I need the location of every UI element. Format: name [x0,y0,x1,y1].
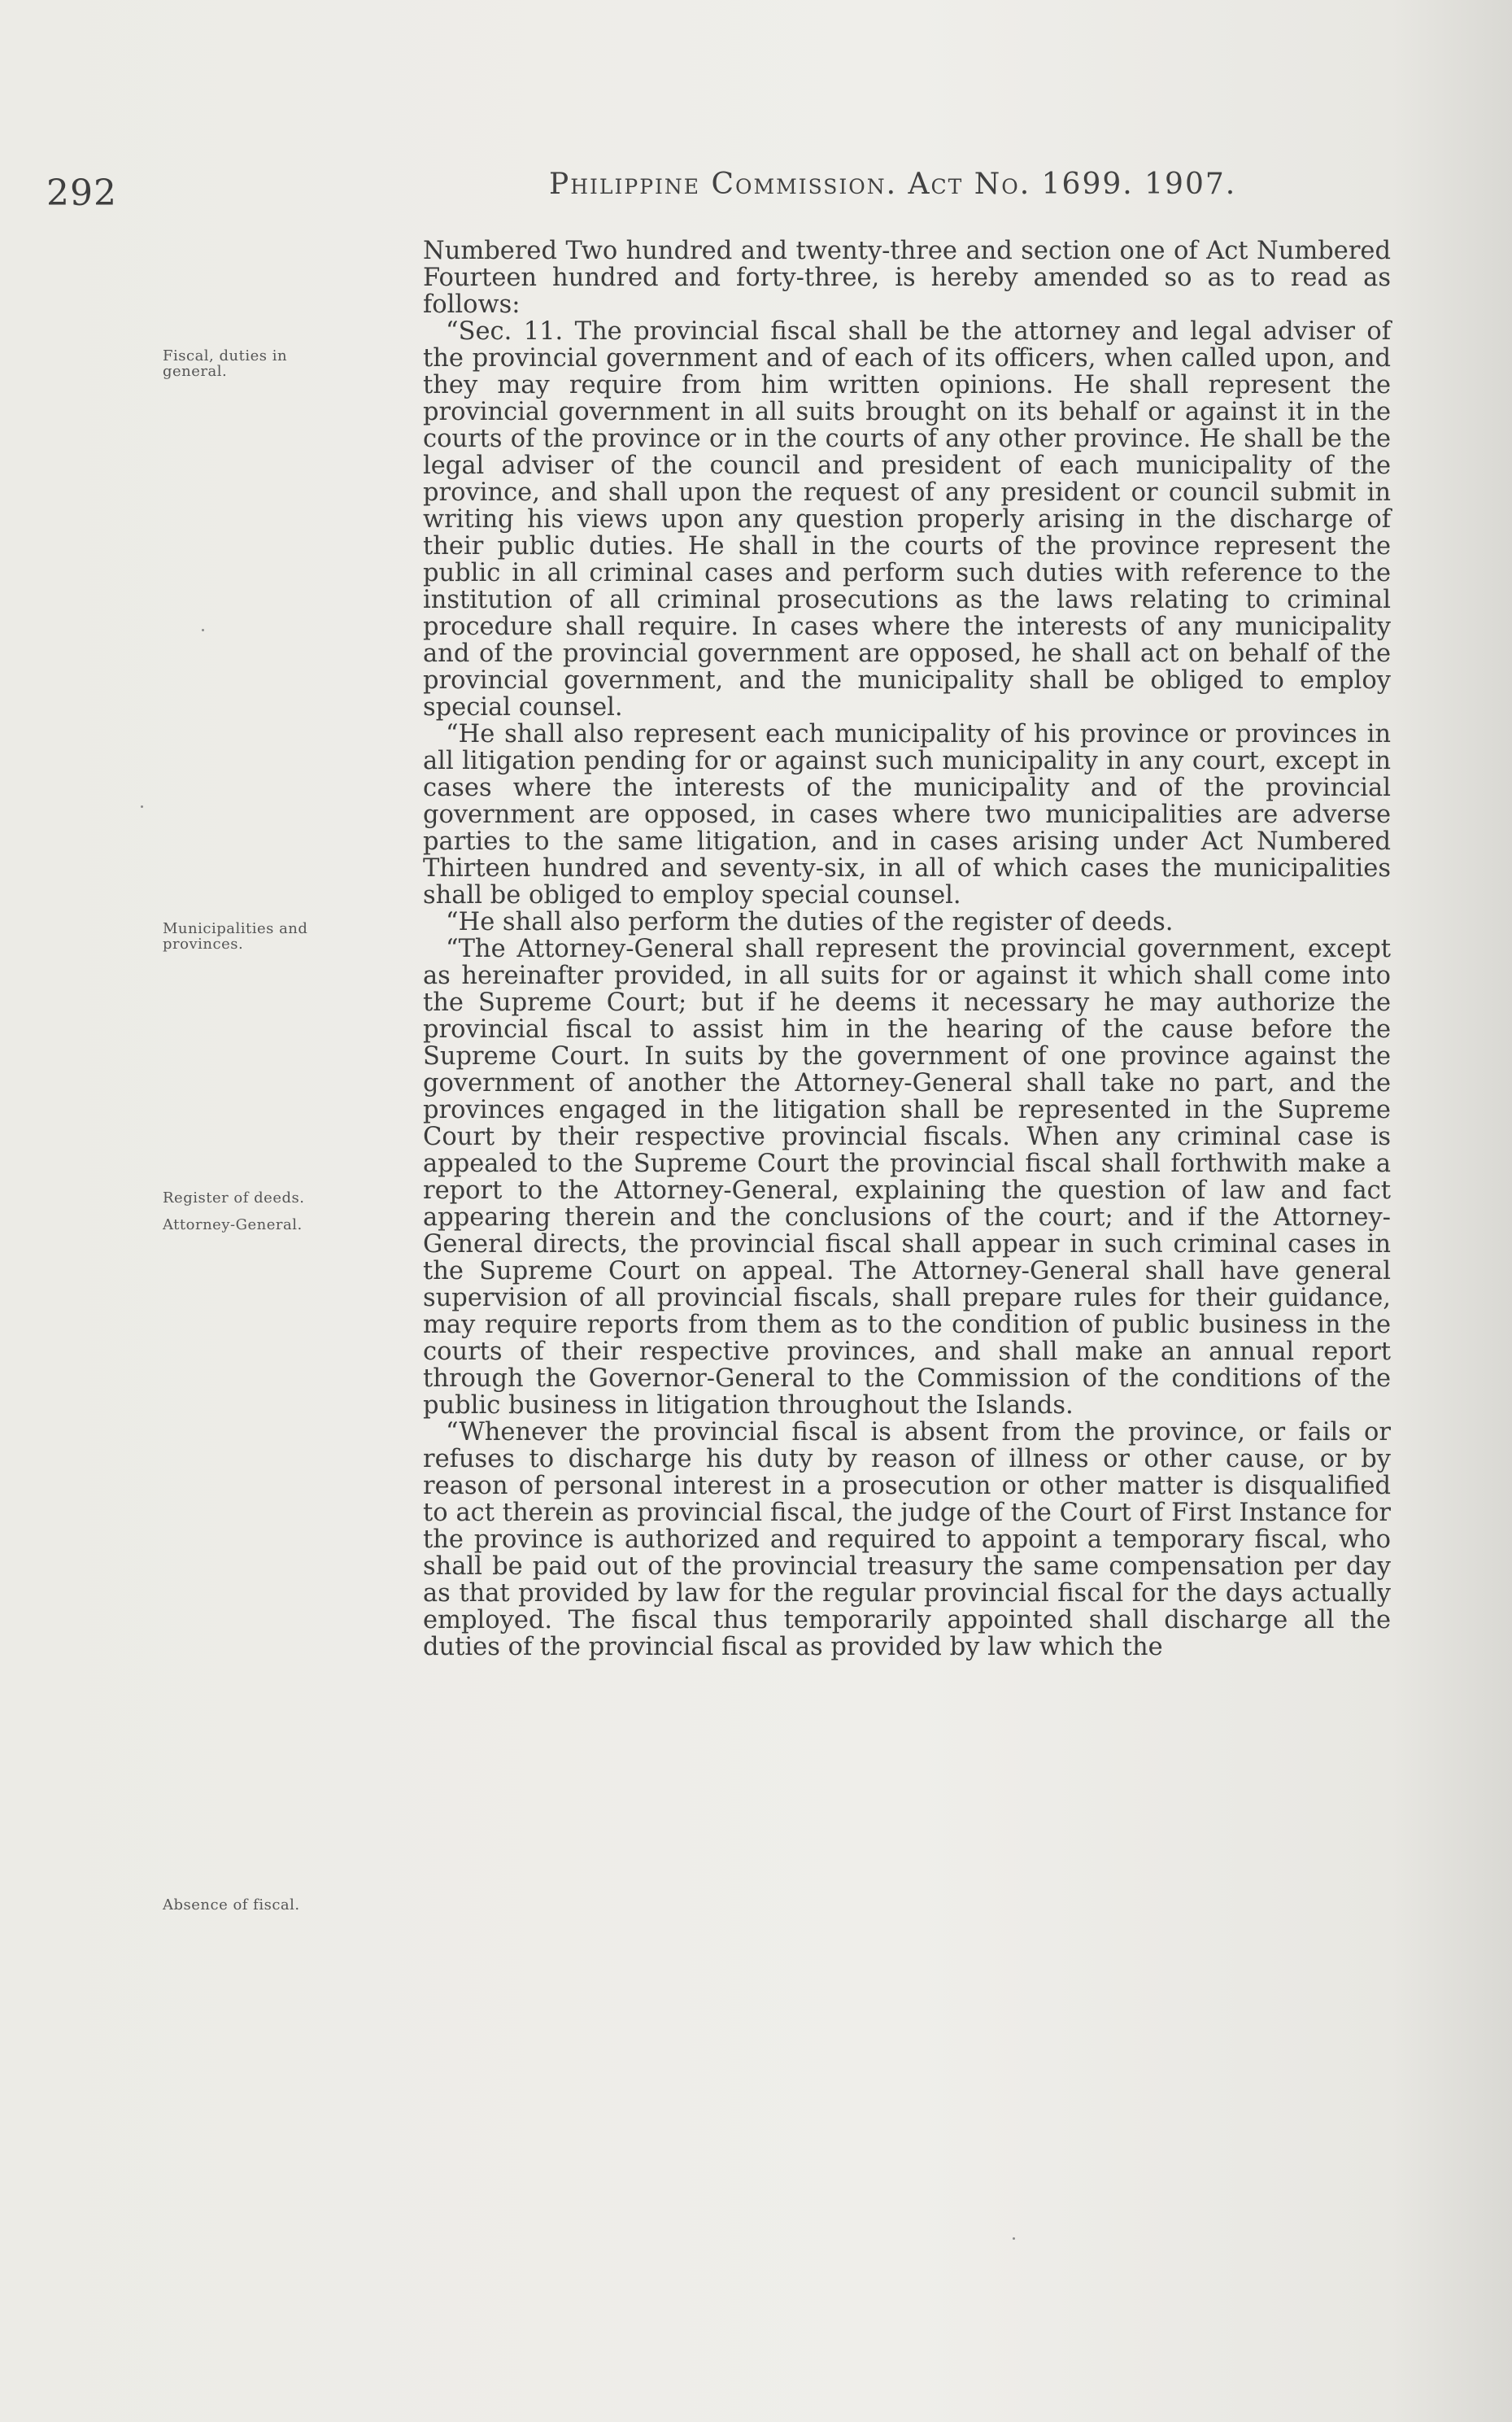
page-number: 292 [46,172,117,214]
margin-note-attorney-general [163,1217,423,1233]
body-text [423,238,1391,1660]
paper-speck [202,629,204,631]
paragraph: “He shall also perform the duties of the register of deeds. [446,908,1174,936]
margin-note-line: provinces. [163,936,244,953]
margin-note-line: Attorney-General. [163,1216,303,1233]
margin-note-absence-of-fiscal [163,1897,423,1913]
margin-note-line: Fiscal, duties in [163,347,288,364]
paragraph: “He shall also represent each municipality of his province or provinces in all litigation pending for or against such municipality in any court, except in cases where the interests of the municipality and of the provincial government are opposed, in cases where two municipalities are adverse parties to the same litigation, and in cases arising under Act Numbered Thirteen hundred and seventy-six, in all of which cases the municipalities shall be obliged to employ special counsel. [423,720,1391,910]
margin-note-line: Absence of fiscal. [163,1896,300,1914]
margin-note-register-of-deeds [163,1190,423,1206]
paragraph: “Whenever the provincial fiscal is absent from the province, or fails or refuses to discharge his duty by reason of illness or other cause, or by reason of personal interest in a prosecution or other matter is disqualified to act therein as provincial fiscal, the judge of the Court of First Instance for the province is authorized and required to appoint a temporary fiscal, who shall be paid out of the provincial treasury the same compensation per day as that provided by law for the regular provincial fiscal for the days actually employed. The fiscal thus temporarily appointed shall discharge all the duties of the provincial fiscal as provided by law which the [423,1418,1391,1661]
paper-speck [141,805,143,808]
paragraph: “Sec. 11. The provincial fiscal shall be the attorney and legal adviser of the provincial government and of each of its officers, when called upon, and they may require from him written opinions. He shall represent the provincial government in all suits brought on its behalf or against it in the courts of the province or in the courts of any other province. He shall be the legal adviser of the council and president of each municipality of the province, and shall upon the request of any president or council submit in writing his views upon any question properly arising in the discharge of their public duties. He shall in the courts of the province represent the public in all criminal cases and perform such duties with reference to the institution of all criminal prosecutions as the laws relating to criminal procedure shall require. In cases where the interests of any municipality and of the provincial government are opposed, he shall act on behalf of the provincial government, and the municipality shall be obliged to employ special counsel. [423,317,1391,722]
paragraph: Numbered Two hundred and twenty-three and section one of Act Numbered Fourteen hundred and forty-three, is hereby amended so as to read as follows: [423,237,1391,319]
running-head: Philippine Commission. Act No. 1699. 1907. [549,168,1237,201]
margin-note-fiscal-duties [163,348,423,379]
paragraph: “The Attorney-General shall represent the provincial government, except as hereinafter provided, in all suits for or against it which shall come into the Supreme Court; but if he deems it necessary he may authorize the provincial fiscal to assist him in the hearing of the cause before the Supreme Court. In suits by the government of one province against the government of another the Attorney-General shall take no part, and the provinces engaged in the litigation shall be represented in the Supreme Court by their respective provincial fiscals. When any criminal case is appealed to the Supreme Court the provincial fiscal shall forthwith make a report to the Attorney-General, explaining the question of law and fact appearing therein and the conclusions of the court; and if the Attorney-General directs, the provincial fiscal shall appear in such criminal cases in the Supreme Court on appeal. The Attorney-General shall have general supervision of all provincial fiscals, shall prepare rules for their guidance, may require reports from them as to the condition of public business in the courts of their respective provinces, and shall make an annual report through the Governor-General to the Commission of the conditions of the public business in litigation throughout the Islands. [423,935,1391,1420]
margin-note-municipalities [163,921,423,952]
margin-note-line: general. [163,363,228,380]
margin-note-line: Municipalities and [163,920,308,937]
margin-note-line: Register of deeds. [163,1189,305,1207]
paper-speck [1013,2237,1015,2240]
